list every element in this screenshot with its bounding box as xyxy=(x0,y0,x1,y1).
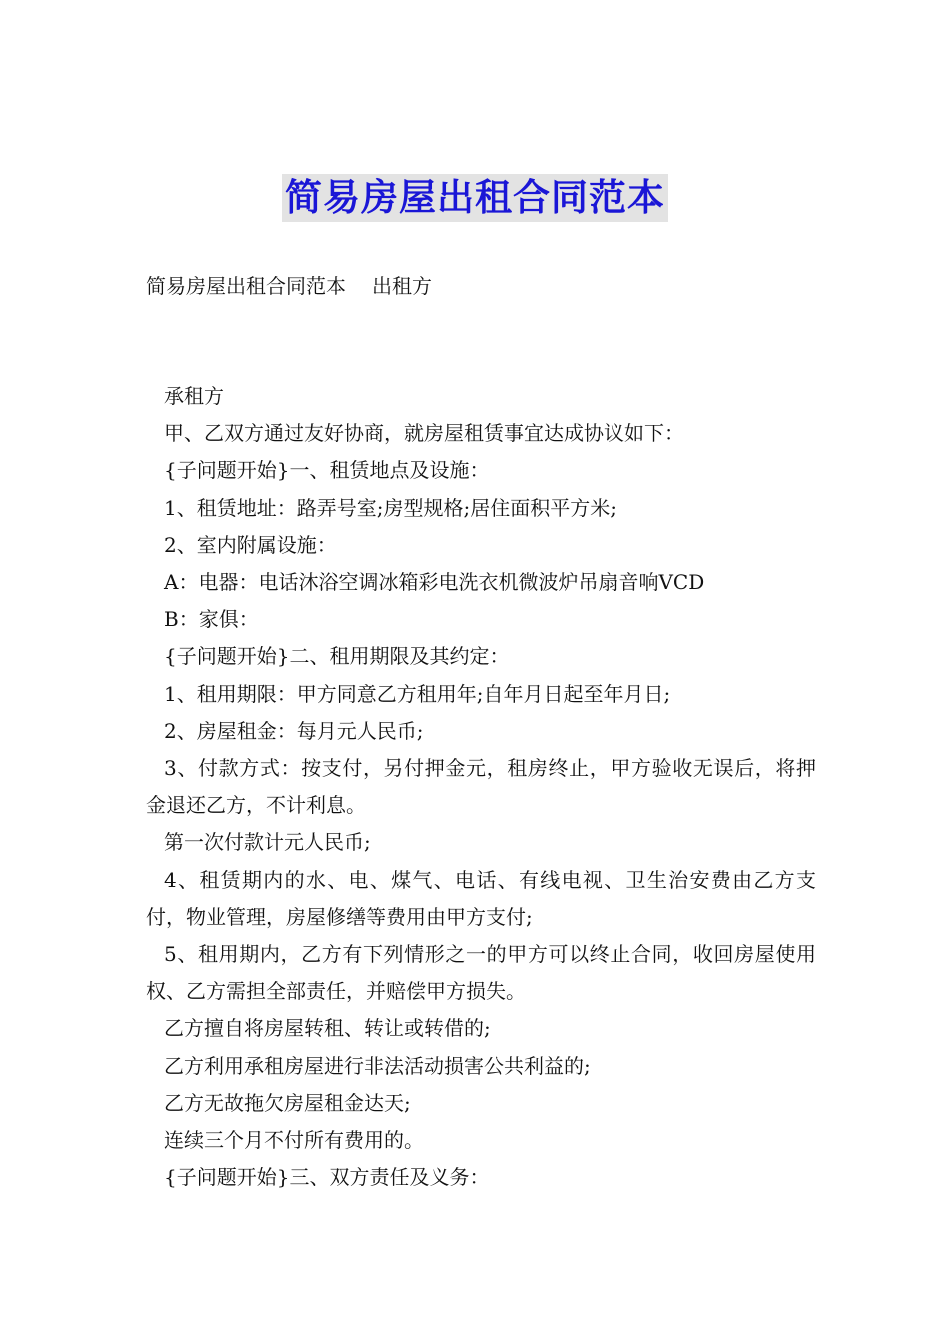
paragraph: B：家俱： xyxy=(164,607,259,632)
paragraph: 2、室内附属设施： xyxy=(164,532,337,557)
title-block xyxy=(0,174,950,222)
paragraph: 1、租赁地址：路弄号室;房型规格;居住面积平方米; xyxy=(164,495,617,520)
paragraph: {子问题开始}三、双方责任及义务： xyxy=(164,1165,490,1190)
paragraph: 乙方利用承租房屋进行非法活动损害公共利益的; xyxy=(164,1053,591,1078)
paragraph: 1、租用期限：甲方同意乙方租用年;自年月日起至年月日; xyxy=(164,681,671,706)
paragraph: 2、房屋租金：每月元人民币; xyxy=(164,718,424,743)
paragraph: 5、租用期内，乙方有下列情形之一的甲方可以终止合同，收回房屋使用权、乙方需担全部责任，并赔偿甲方损失。 xyxy=(146,942,816,1004)
paragraph: 连续三个月不付所有费用的。 xyxy=(164,1128,424,1153)
document-title: 简易房屋出租合同范本 xyxy=(282,174,668,222)
paragraph: 第一次付款计元人民币; xyxy=(164,830,371,855)
paragraph: {子问题开始}二、租用期限及其约定： xyxy=(164,644,510,669)
paragraph: 4、租赁期内的水、电、煤气、电话、有线电视、卫生治安费由乙方支付，物业管理，房屋修缮等费用由甲方支付; xyxy=(146,867,816,929)
paragraph: {子问题开始}一、租赁地点及设施： xyxy=(164,458,490,483)
paragraph: 3、付款方式：按支付，另付押金元，租房终止，甲方验收无误后，将押金退还乙方，不计利息。 xyxy=(146,756,816,818)
paragraph: 乙方擅自将房屋转租、转让或转借的; xyxy=(164,1016,491,1041)
intro-lessor: 出租方 xyxy=(372,274,432,298)
paragraph: 承租方 xyxy=(164,384,224,408)
intro-line xyxy=(146,270,432,302)
intro-name: 简易房屋出租合同范本 xyxy=(146,274,346,298)
paragraph: 乙方无故拖欠房屋租金达天; xyxy=(164,1090,411,1115)
paragraph: A：电器：电话沐浴空调冰箱彩电洗衣机微波炉吊扇音响VCD xyxy=(164,570,705,595)
document-body xyxy=(146,378,816,1196)
paragraph: 甲、乙双方通过友好协商，就房屋租赁事宜达成协议如下： xyxy=(164,421,684,446)
